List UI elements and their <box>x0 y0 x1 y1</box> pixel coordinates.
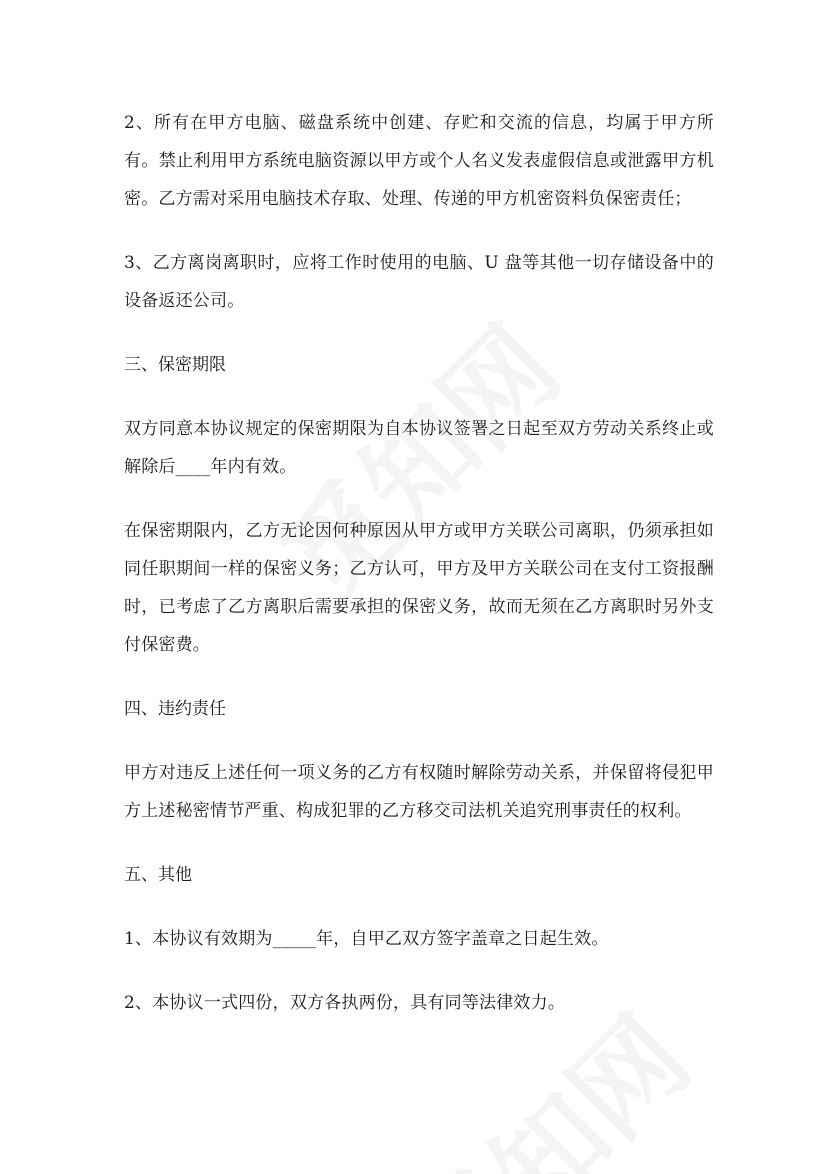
document-body <box>124 104 714 1048</box>
other-clause-2-copies: 2、本协议一式四份，双方各执两份，具有同等法律效力。 <box>124 993 566 1013</box>
post-employment-obligation-paragraph: 在保密期限内，乙方无论因何种原因从甲方或甲方关联公司离职，仍须承担如同任职期间一样的保密义务；乙方认可，甲方及甲方关联公司在支付工资报酬时，已考虑了乙方离职后需要承担的保密义务，故而无须在乙方离职时另外支付保密费。 <box>124 521 714 655</box>
liability-paragraph: 甲方对违反上述任何一项义务的乙方有权随时解除劳动关系，并保留将侵犯甲方上述秘密情节严重、构成犯罪的乙方移交司法机关追究刑事责任的权利。 <box>124 763 714 821</box>
section-heading-confidentiality-period: 三、保密期限 <box>124 355 226 375</box>
clause-2-information-ownership: 2、所有在甲方电脑、磁盘系统中创建、存贮和交流的信息，均属于甲方所有。禁止利用甲方系统电脑资源以甲方或个人名义发表虚假信息或泄露甲方机密。乙方需对采用电脑技术存取、处理、传递的甲方机密资料负保密责任； <box>124 113 714 209</box>
clause-3-return-devices: 3、乙方离岗离职时，应将工作时使用的电脑、U 盘等其他一切存储设备中的设备返还公司。 <box>124 253 714 311</box>
other-clause-1-validity: 1、本协议有效期为_____年，自甲乙双方签字盖章之日起生效。 <box>124 929 609 949</box>
section-heading-other: 五、其他 <box>124 865 192 885</box>
confidentiality-period-paragraph: 双方同意本协议规定的保密期限为自本协议签署之日起至双方劳动关系终止或解除后____年内有效。 <box>124 419 714 477</box>
section-heading-liability: 四、违约责任 <box>124 699 226 719</box>
